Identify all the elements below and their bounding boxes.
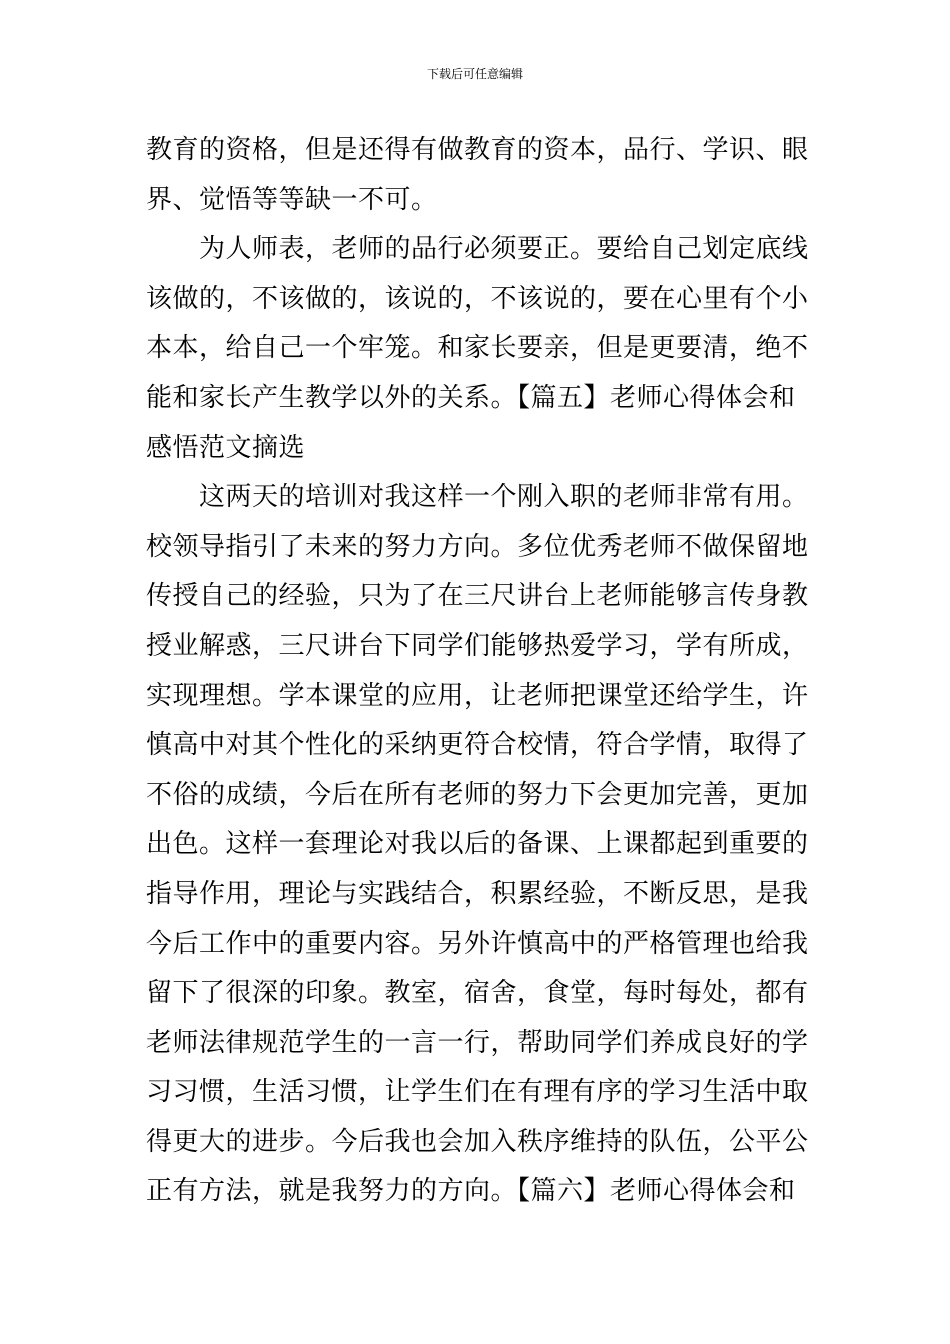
text-line: 老师法律规范学生的一言一行，帮助同学们养成良好的学 xyxy=(146,1027,809,1058)
page-header: 下载后可任意编辑 xyxy=(426,67,523,81)
text-line: 感悟范文摘选 xyxy=(146,432,306,463)
body-text xyxy=(146,126,810,1217)
text-line: 留下了很深的印象。教室，宿舍，食堂，每时每处，都有 xyxy=(146,978,809,1009)
text-line: 得更大的进步。今后我也会加入秩序维持的队伍，公平公 xyxy=(146,1126,809,1157)
text-line: 习习惯，生活习惯，让学生们在有理有序的学习生活中取 xyxy=(146,1077,809,1108)
text-line: 教育的资格，但是还得有做教育的资本，品行、学识、眼 xyxy=(146,135,809,165)
text-line: 今后工作中的重要内容。另外许慎高中的严格管理也给我 xyxy=(146,928,809,959)
text-line: 不俗的成绩，今后在所有老师的努力下会更加完善，更加 xyxy=(146,779,809,810)
text-line: 出色。这样一套理论对我以后的备课、上课都起到重要的 xyxy=(146,829,809,860)
text-line: 能和家长产生教学以外的关系。【篇五】老师心得体会和 xyxy=(146,382,796,413)
text-line: 传授自己的经验，只为了在三尺讲台上老师能够言传身教 xyxy=(146,581,809,612)
text-line: 该做的，不该做的，该说的，不该说的，要在心里有个小 xyxy=(146,283,809,314)
text-line: 授业解惑，三尺讲台下同学们能够热爱学习，学有所成， xyxy=(146,630,809,661)
text-line: 正有方法，就是我努力的方向。【篇六】老师心得体会和 xyxy=(146,1176,796,1207)
text-line: 实现理想。学本课堂的应用，让老师把课堂还给学生，许 xyxy=(146,680,809,711)
text-line: 校领导指引了未来的努力方向。多位优秀老师不做保留地 xyxy=(146,531,809,562)
text-line: 本本，给自己一个牢笼。和家长要亲，但是更要清，绝不 xyxy=(146,333,809,364)
text-line: 这两天的培训对我这样一个刚入职的老师非常有用。 xyxy=(146,482,809,513)
text-line: 慎高中对其个性化的采纳更符合校情，符合学情，取得了 xyxy=(146,730,809,761)
text-line: 界、觉悟等等缺一不可。 xyxy=(146,184,438,215)
text-line: 指导作用，理论与实践结合，积累经验，不断反思，是我 xyxy=(146,878,809,909)
text-line: 为人师表，老师的品行必须要正。要给自己划定底线 xyxy=(146,234,809,265)
